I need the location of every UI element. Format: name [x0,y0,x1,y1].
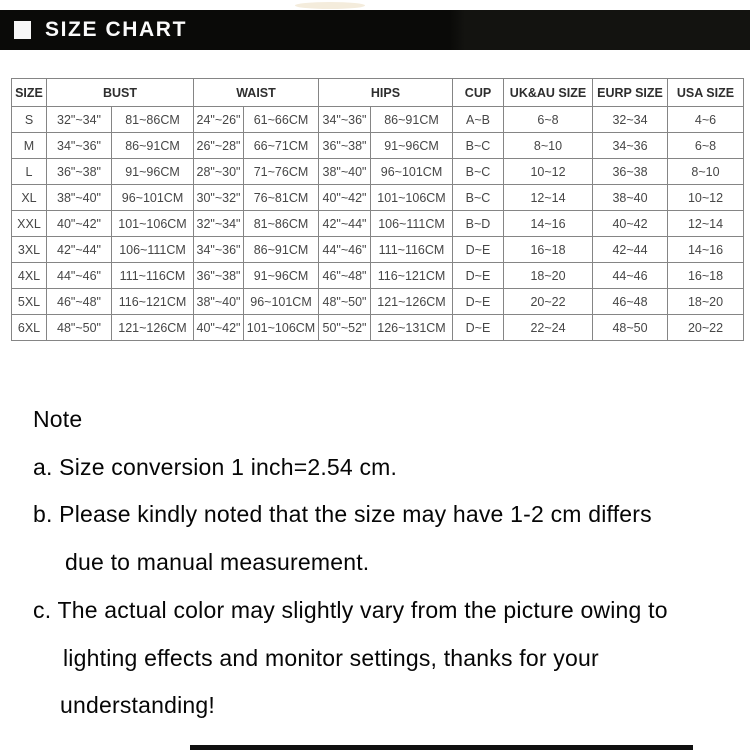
section-title: SIZE CHART [45,18,187,41]
table-cell: 46"~48" [319,263,371,289]
square-bullet-icon [14,21,31,39]
table-cell: 40"~42" [319,185,371,211]
table-cell: D~E [453,315,504,341]
table-cell: 46~48 [593,289,668,315]
notes-heading: Note [33,406,83,432]
table-cell: 34"~36" [47,133,112,159]
table-cell: 6~8 [504,107,593,133]
table-cell: 111~116CM [112,263,194,289]
table-body [12,107,744,341]
table-header-row [12,79,744,107]
table-cell: 42"~44" [47,237,112,263]
table-cell: 86~91CM [112,133,194,159]
table-cell: 46"~48" [47,289,112,315]
table-row [12,263,744,289]
table-cell: B~C [453,185,504,211]
column-header: WAIST [194,79,319,107]
table-cell: 20~22 [668,315,744,341]
table-cell: 6~8 [668,133,744,159]
table-cell: 116~121CM [371,263,453,289]
table-cell: 34~36 [593,133,668,159]
table-cell: 48~50 [593,315,668,341]
table-cell: 34"~36" [319,107,371,133]
next-section-bar-fragment [190,745,693,750]
table-cell: 81~86CM [244,211,319,237]
table-cell: 12~14 [668,211,744,237]
column-header: HIPS [319,79,453,107]
table-cell: 44"~46" [47,263,112,289]
table-cell: 8~10 [504,133,593,159]
table-cell: D~E [453,289,504,315]
table-cell: 42~44 [593,237,668,263]
table-cell: 14~16 [504,211,593,237]
table-row [12,133,744,159]
table-cell: 38"~40" [319,159,371,185]
table-cell: 34"~36" [194,237,244,263]
table-cell: 38"~40" [194,289,244,315]
table-cell: 36~38 [593,159,668,185]
table-row [12,159,744,185]
size-chart-table [11,78,744,341]
table-cell: 36"~38" [194,263,244,289]
table-cell: 36"~38" [319,133,371,159]
table-cell: 96~101CM [244,289,319,315]
table-cell: 30"~32" [194,185,244,211]
notes-section [33,396,733,730]
table-cell: 32~34 [593,107,668,133]
table-cell: 48"~50" [47,315,112,341]
size-cell: 3XL [12,237,47,263]
note-item-c-line1: c. The actual color may slightly vary from the picture owing to [33,596,668,623]
table-cell: 96~101CM [112,185,194,211]
table-cell: 76~81CM [244,185,319,211]
table-cell: B~C [453,133,504,159]
table-cell: 8~10 [668,159,744,185]
table-cell: 16~18 [504,237,593,263]
table-cell: A~B [453,107,504,133]
section-header-bar [0,10,750,50]
table-row [12,211,744,237]
size-cell: S [12,107,47,133]
size-cell: XXL [12,211,47,237]
size-cell: 4XL [12,263,47,289]
table-cell: 32"~34" [47,107,112,133]
size-cell: M [12,133,47,159]
table-row [12,185,744,211]
table-cell: 26"~28" [194,133,244,159]
table-cell: 116~121CM [112,289,194,315]
column-header: CUP [453,79,504,107]
table-cell: D~E [453,237,504,263]
table-cell: 40"~42" [47,211,112,237]
column-header: SIZE [12,79,47,107]
table-cell: 22~24 [504,315,593,341]
table-cell: 91~96CM [244,263,319,289]
note-item-a: a. Size conversion 1 inch=2.54 cm. [33,453,398,480]
column-header: EURP SIZE [593,79,668,107]
table-cell: 32"~34" [194,211,244,237]
table-cell: 44~46 [593,263,668,289]
note-item-c-line2: lighting effects and monitor settings, thanks for your [63,644,599,671]
table-cell: 14~16 [668,237,744,263]
table-row [12,315,744,341]
table-cell: 71~76CM [244,159,319,185]
table-cell: 10~12 [668,185,744,211]
table-cell: 40~42 [593,211,668,237]
table-cell: 61~66CM [244,107,319,133]
column-header: BUST [47,79,194,107]
size-cell: L [12,159,47,185]
table-row [12,289,744,315]
table-cell: 42"~44" [319,211,371,237]
table-cell: D~E [453,263,504,289]
table-cell: 18~20 [504,263,593,289]
table-cell: 10~12 [504,159,593,185]
table-cell: 38"~40" [47,185,112,211]
table-cell: 126~131CM [371,315,453,341]
table-cell: 36"~38" [47,159,112,185]
table-cell: 44"~46" [319,237,371,263]
column-header: UK&AU SIZE [504,79,593,107]
table-cell: 91~96CM [112,159,194,185]
size-cell: 6XL [12,315,47,341]
table-cell: 121~126CM [112,315,194,341]
column-header: USA SIZE [668,79,744,107]
table-cell: 20~22 [504,289,593,315]
table-cell: 50"~52" [319,315,371,341]
table-cell: 16~18 [668,263,744,289]
table-cell: 96~101CM [371,159,453,185]
table-cell: B~D [453,211,504,237]
table-cell: 101~106CM [112,211,194,237]
table-cell: 48"~50" [319,289,371,315]
table-cell: 40"~42" [194,315,244,341]
table-row [12,107,744,133]
note-item-b-line2: due to manual measurement. [65,549,370,576]
table-cell: 91~96CM [371,133,453,159]
table-cell: 81~86CM [112,107,194,133]
table-cell: 111~116CM [371,237,453,263]
table-cell: 106~111CM [371,211,453,237]
table-cell: 12~14 [504,185,593,211]
table-cell: 28"~30" [194,159,244,185]
table-cell: 101~106CM [244,315,319,341]
table-cell: 24"~26" [194,107,244,133]
table-cell: 101~106CM [371,185,453,211]
table-cell: 86~91CM [244,237,319,263]
note-item-b-line1: b. Please kindly noted that the size may have 1-2 cm differs [33,501,652,528]
size-cell: 5XL [12,289,47,315]
table-cell: B~C [453,159,504,185]
table-cell: 86~91CM [371,107,453,133]
top-image-remnant [295,2,365,9]
table-cell: 38~40 [593,185,668,211]
table-cell: 106~111CM [112,237,194,263]
size-cell: XL [12,185,47,211]
note-item-c-line3: understanding! [60,692,215,719]
table-cell: 121~126CM [371,289,453,315]
table-cell: 66~71CM [244,133,319,159]
table-cell: 18~20 [668,289,744,315]
table-cell: 4~6 [668,107,744,133]
table-row [12,237,744,263]
